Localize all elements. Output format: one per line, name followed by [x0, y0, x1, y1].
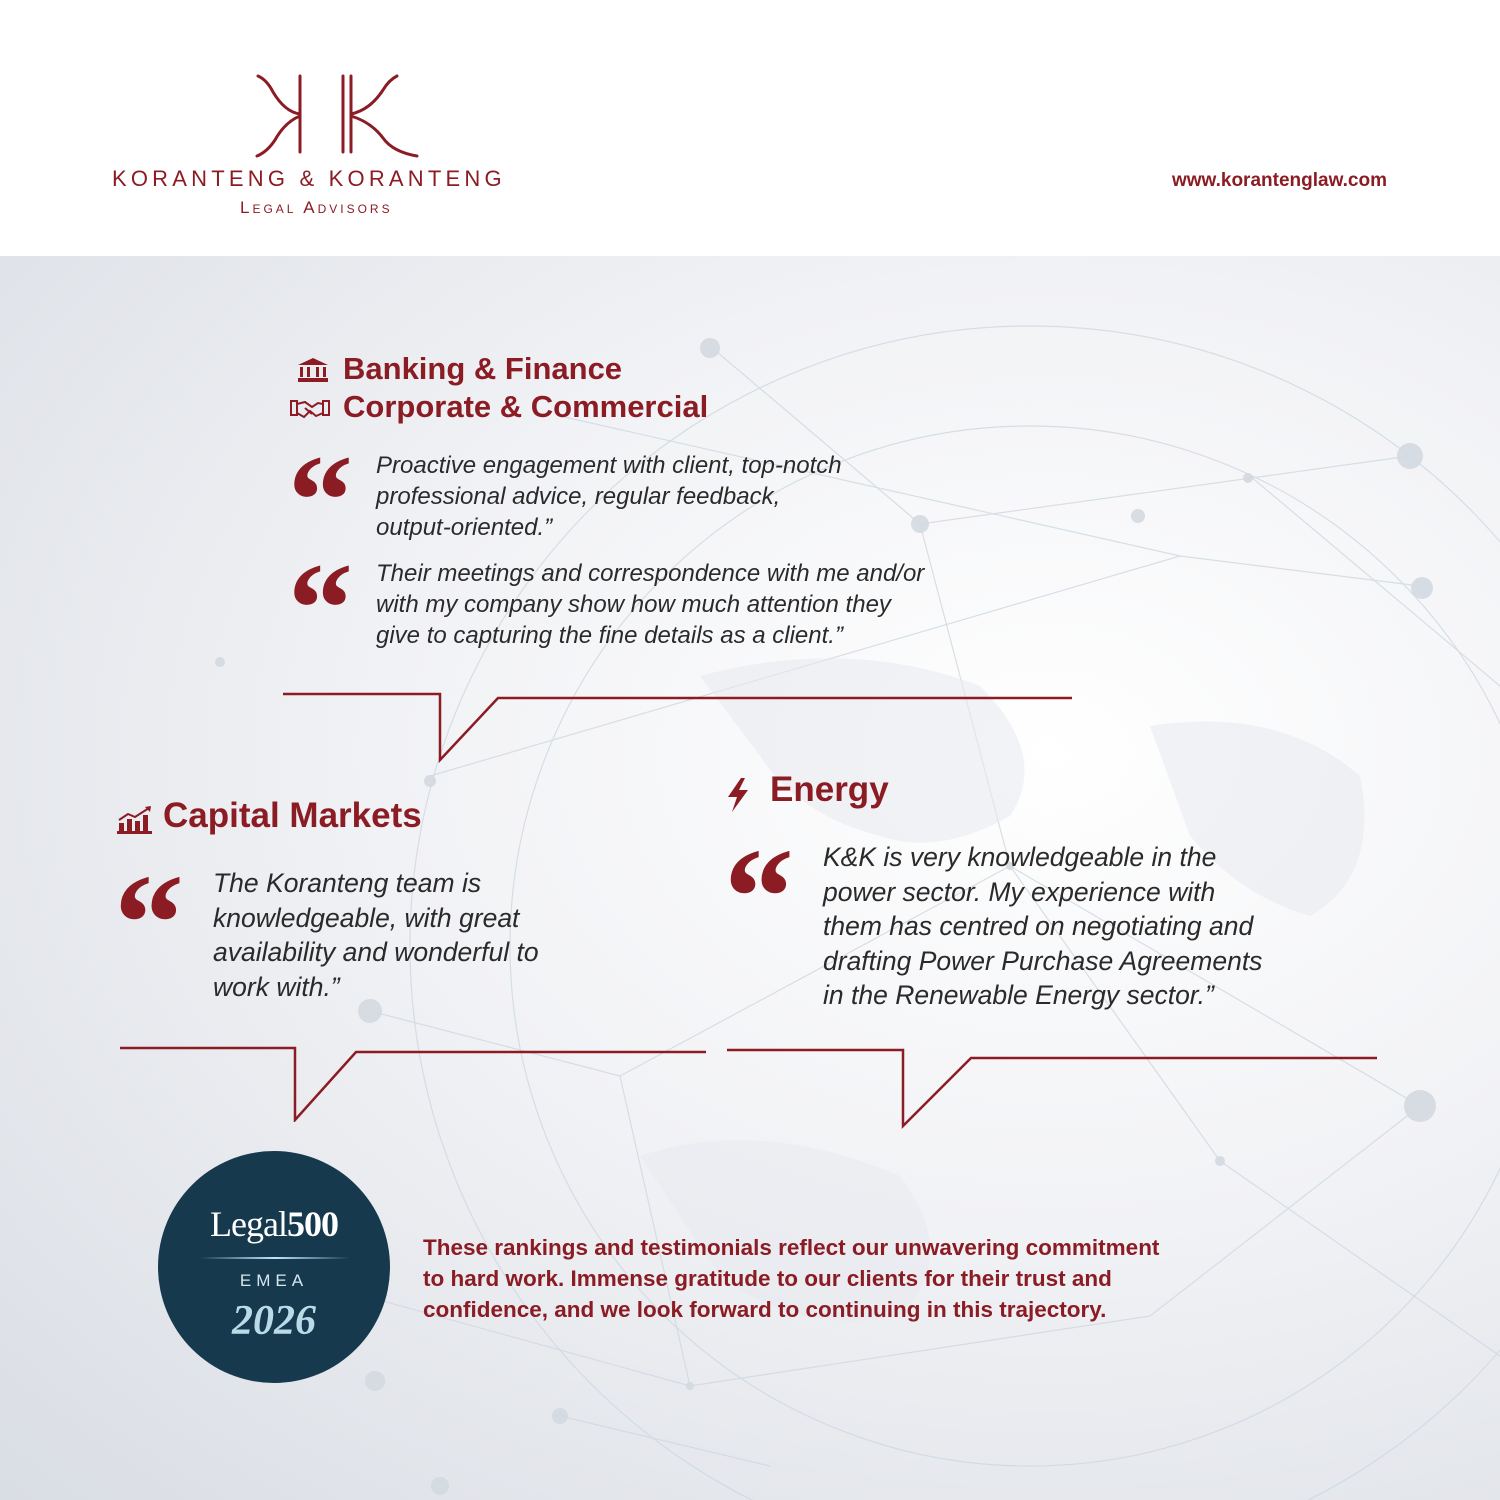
- badge-divider: [200, 1257, 350, 1259]
- banking-quote-1: Proactive engagement with client, top-notch professional advice, regular feedback, output-oriented.”: [376, 452, 842, 541]
- speech-bubble-line: [118, 1042, 718, 1122]
- badge-year: 2026: [232, 1298, 316, 1344]
- legal500-badge: [158, 1151, 390, 1383]
- speech-bubble-line: [725, 1046, 1385, 1136]
- quote-mark: “: [288, 429, 353, 573]
- badge-title: Legal500: [210, 1204, 338, 1244]
- quote-mark: “: [724, 820, 794, 975]
- banking-quote-2: Their meetings and correspondence with me and/or with my company show how much attention they give to capturing the fine details as a client.”: [376, 560, 925, 649]
- quote-mark: “: [114, 846, 184, 1001]
- chart-icon: [117, 806, 153, 834]
- handshake-icon: [290, 397, 330, 421]
- corporate-commercial-title: Corporate & Commercial: [343, 389, 709, 424]
- closing-statement: These rankings and testimonials reflect our unwavering commitment to hard work. Immense gratitude to our clients for their trust and confidence, and we look forward to continuing in this trajectory.: [423, 1235, 1160, 1322]
- website-link[interactable]: www.korantenglaw.com: [1171, 170, 1387, 191]
- header: [0, 0, 1500, 256]
- brand-subtitle: Legal Advisors: [240, 198, 393, 217]
- badge-region: EMEA: [239, 1271, 309, 1290]
- banking-finance-title: Banking & Finance: [343, 351, 623, 386]
- bank-icon: [297, 357, 329, 383]
- energy-title: Energy: [770, 770, 889, 809]
- lightning-icon: [726, 778, 752, 812]
- quote-mark: “: [288, 537, 353, 681]
- energy-quote: K&K is very knowledgeable in the power sector. My experience with them has centred on negotiating and drafting Power Purchase Agreements in the Renewable Energy sector.”: [823, 842, 1263, 1010]
- capital-markets-title: Capital Markets: [163, 796, 422, 835]
- speech-bubble-line: [280, 686, 1080, 766]
- brand-name: KORANTENG & KORANTENG: [112, 166, 506, 191]
- capital-markets-quote: The Koranteng team is knowledgeable, with great availability and wonderful to work with.”: [213, 868, 539, 1002]
- logo-mark: [255, 70, 420, 160]
